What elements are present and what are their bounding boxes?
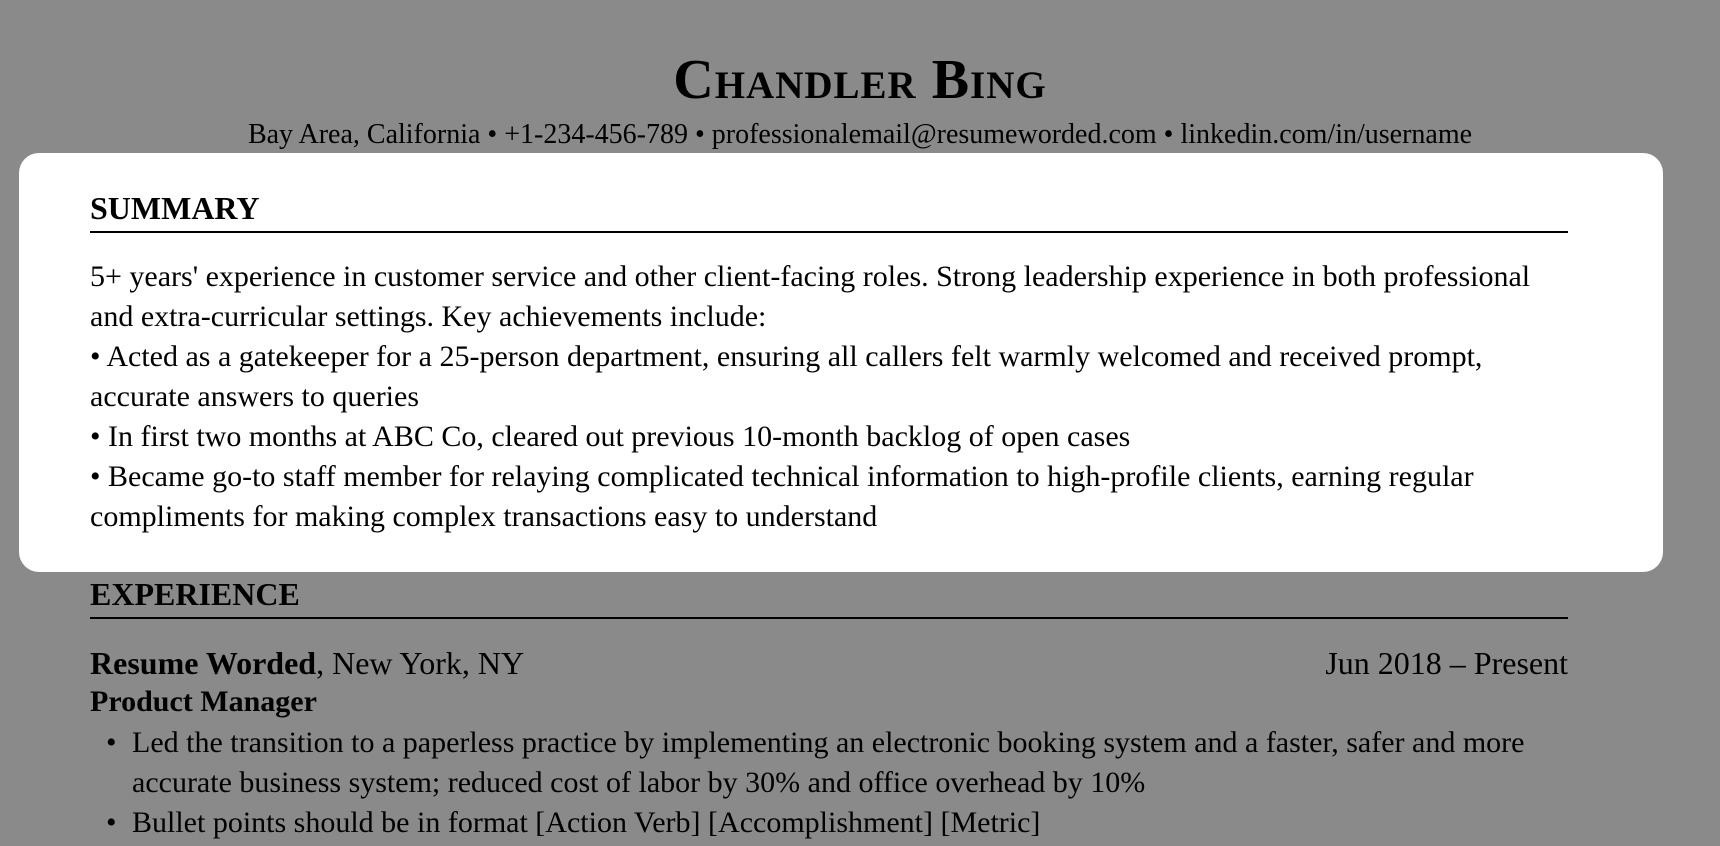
summary-bullet: • Became go-to staff member for relaying complicated technical information to high-profile clients, earning regular compliments for making complex transactions easy to understand xyxy=(90,460,1474,533)
bullet-dot-icon: • xyxy=(106,726,117,759)
summary-bullet: • Acted as a gatekeeper for a 25-person department, ensuring all callers felt warmly welcomed and received prompt, accurate answers to queries xyxy=(90,340,1483,413)
job-bullet xyxy=(90,803,1568,843)
job-bullet-list xyxy=(90,723,1568,843)
bullet-dot-icon: • xyxy=(106,806,117,839)
summary-body xyxy=(90,257,1568,537)
job-company-location xyxy=(90,643,524,683)
job-header xyxy=(90,643,1568,683)
job-company: Resume Worded xyxy=(90,645,317,681)
job-location: , New York, NY xyxy=(316,645,525,681)
summary-bullet: • In first two months at ABC Co, cleared out previous 10-month backlog of open cases xyxy=(90,420,1131,453)
job-title: Product Manager xyxy=(90,685,317,718)
job-bullet xyxy=(90,723,1568,803)
job-bullet-text: Bullet points should be in format [Action Verb] [Accomplishment] [Metric] xyxy=(132,806,1041,839)
contact-line: Bay Area, California • +1-234-456-789 • professionalemail@resumeworded.com • linkedin.com/in/username xyxy=(247,119,1473,150)
resume-name: Chandler Bing xyxy=(673,49,1047,111)
summary-intro: 5+ years' experience in customer service and other client-facing roles. Strong leadership experience in both professional and extra-curricular settings. Key achievements include: xyxy=(90,260,1531,333)
experience-section-title: EXPERIENCE xyxy=(90,574,1568,619)
job-dates: Jun 2018 – Present xyxy=(1325,645,1568,681)
summary-section-title: SUMMARY xyxy=(90,188,1568,233)
job-bullet-text: Led the transition to a paperless practice by implementing an electronic booking system and a faster, safer and more accurate business system; reduced cost of labor by 30% and office overhead by 10% xyxy=(132,726,1525,799)
